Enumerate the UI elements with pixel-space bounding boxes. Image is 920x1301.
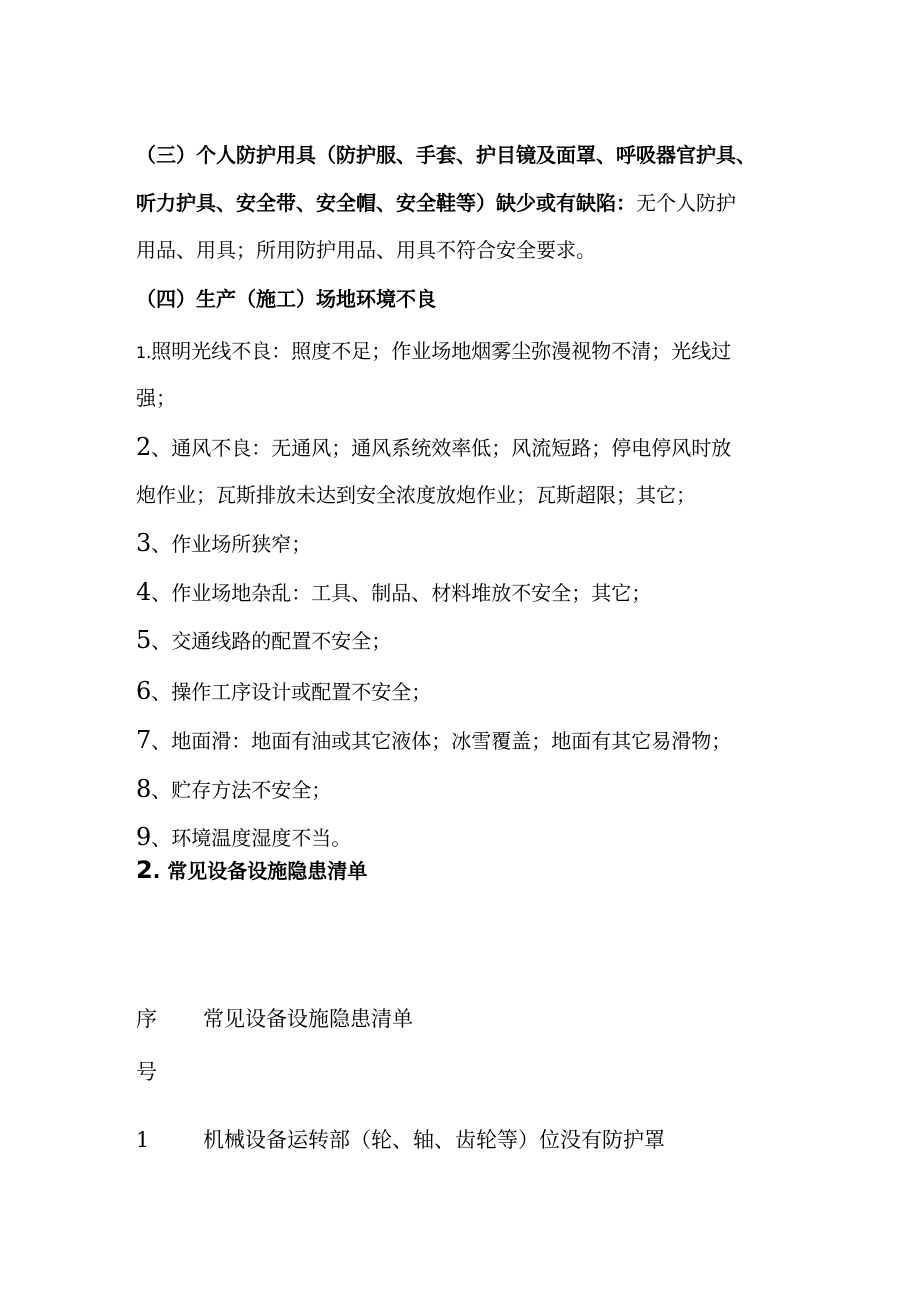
table-header-index-line1: 序 [136,1007,157,1031]
list-item-number: 9 [136,823,152,851]
section3-line1: （三）个人防护用具（防护服、手套、护目镜及面罩、呼吸器官护具、 [136,143,756,167]
list-item-number: 6 [136,677,152,705]
list-item-text: 、贮存方法不安全； [151,778,332,802]
list-item-5 [136,626,391,655]
part2-title: . 常见设备设施隐患清单 [152,859,368,883]
list-item-number: 7 [136,726,152,754]
table-header-title: 常见设备设施隐患清单 [203,1007,413,1031]
list-item-1-continuation: 强； [136,386,176,410]
list-item-number: 2 [136,433,152,461]
list-item-8 [136,775,331,804]
list-item-4 [136,578,651,607]
table-header-index-line2: 号 [136,1060,157,1084]
list-item-9 [136,823,351,852]
section4-heading: （四）生产（施工）场地环境不良 [136,287,436,311]
part2-heading [136,856,367,885]
table-row-1-index: 1 [136,1128,150,1152]
list-item-text: 、环境温度湿度不当。 [151,826,352,850]
list-item-text: 、通风不良：无通风；通风系统效率低；风流短路；停电停风时放 [151,436,732,460]
list-item-text: 照明光线不良：照度不足；作业场地烟雾尘弥漫视物不清；光线过 [151,339,732,363]
list-item-number: 1. [136,343,152,362]
section3-line2 [136,189,736,217]
list-item-text: 、作业场所狭窄； [151,532,312,556]
list-item-number: 8 [136,775,152,803]
list-item-text: 、地面滑：地面有油或其它液体；冰雪覆盖；地面有其它易滑物； [151,729,732,753]
list-item-2 [136,433,731,462]
table-row-1-text: 机械设备运转部（轮、轴、齿轮等）位没有防护罩 [203,1128,665,1152]
list-item-text: 、操作工序设计或配置不安全； [151,680,432,704]
list-item-1 [136,337,731,367]
list-item-number: 3 [136,529,152,557]
part2-number: 2 [136,856,153,884]
list-item-3 [136,529,311,558]
list-item-2-continuation: 炮作业；瓦斯排放未达到安全浓度放炮作业；瓦斯超限；其它； [136,483,696,507]
list-item-7 [136,726,731,755]
list-item-number: 5 [136,626,152,654]
section3-line2-normal: 无个人防护 [636,191,736,215]
section3-line2-bold: 听力护具、安全带、安全帽、安全鞋等）缺少或有缺陷： [136,191,636,215]
list-item-6 [136,677,431,706]
list-item-text: 、作业场地杂乱：工具、制品、材料堆放不安全；其它； [151,581,652,605]
list-item-number: 4 [136,578,152,606]
list-item-text: 、交通线路的配置不安全； [151,629,392,653]
section3-line3: 用品、用具；所用防护用品、用具不符合安全要求。 [136,238,596,262]
